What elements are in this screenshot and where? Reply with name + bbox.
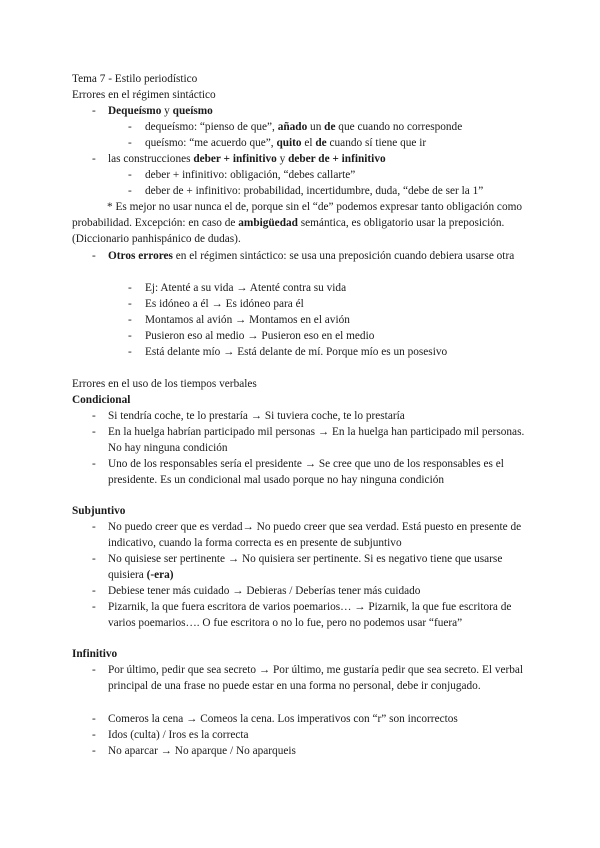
bullet-dash: - [92,585,96,597]
subheading-condicional: Condicional [72,394,131,406]
list-item: Si tendría coche, te lo prestaría → Si tuviera coche, te lo prestaría [108,410,405,422]
list-item-deber: las construcciones deber + infinitivo y deber de + infinitivo [108,153,386,165]
list-item: No quisiese ser pertinente → No quisiera ser pertinente. Si es negativo tiene que usarse quisiera (-era) [108,553,503,581]
list-item: No aparcar → No aparque / No aparqueis [108,745,296,757]
list-item-otros-errores: Otros errores en el régimen sintáctico: se usa una preposición cuando debiera usarse otra [108,250,515,262]
bullet-dash: - [92,521,96,533]
bullet-dash: - [92,153,96,165]
section-heading-regimen: Errores en el régimen sintáctico [72,89,216,101]
bullet-dash: - [92,553,96,565]
bullet-dash: - [128,330,132,342]
bullet-dash: - [92,713,96,725]
bullet-dash: - [92,458,96,470]
section-heading-tiempos: Errores en el uso de los tiempos verbales [72,378,257,390]
bullet-dash: - [128,282,132,294]
bullet-dash: - [128,137,132,149]
list-item-deber-inf: deber + infinitivo: obligación, “debes callarte” [145,169,356,181]
document-title: Tema 7 - Estilo periodístico [72,73,198,85]
list-item: Idos (culta) / Iros es la correcta [108,729,249,741]
list-item-dequeismo-def: dequeísmo: “pienso de que”, añado un de que cuando no corresponde [145,121,463,133]
bullet-dash: - [92,745,96,757]
bullet-dash: - [128,314,132,326]
subheading-infinitivo: Infinitivo [72,648,118,660]
bullet-dash: - [128,185,132,197]
bullet-dash: - [92,601,96,613]
bullet-dash: - [92,105,96,117]
list-item: Pizarnik, la que fuera escritora de varios poemarios… → Pizarnik, la que fue escritora de varios poemarios…. O fue escritora o no lo fue, pero no podemos usar “fuera” [108,601,512,629]
bullet-dash: - [92,664,96,676]
example-item: Está delante mío → Está delante de mí. Porque mío es un posesivo [145,346,448,358]
bullet-dash: - [128,298,132,310]
list-item: Uno de los responsables sería el presidente → Se cree que uno de los responsables es el presidente. Es un condicional mal usado porque no hay ninguna condición [108,458,504,486]
list-item: Debiese tener más cuidado → Debieras / Deberías tener más cuidado [108,585,421,597]
bullet-dash: - [128,121,132,133]
list-item: Comeros la cena → Comeos la cena. Los imperativos con “r” son incorrectos [108,713,458,725]
list-item-dequeismo: Dequeísmo y queísmo [108,105,213,117]
example-item: Montamos al avión → Montamos en el avión [145,314,350,326]
bullet-dash: - [92,729,96,741]
bullet-dash: - [128,346,132,358]
list-item-queismo-def: queísmo: “me acuerdo que”, quito el de cuando sí tiene que ir [145,137,427,149]
bullet-dash: - [92,250,96,262]
list-item-deber-de-inf: deber de + infinitivo: probabilidad, incertidumbre, duda, “debe de ser la 1” [145,185,484,197]
note-paragraph: * Es mejor no usar nunca el de, porque sin el “de” podemos expresar tanto obligación como probabilidad. Excepción: en caso de ambigüedad semántica, es obligatorio usar la preposición. (Diccionario panhispánico de dudas). [72,201,523,245]
list-item: En la huelga habrían participado mil personas → En la huelga han participado mil personas. No hay ninguna condición [108,426,525,454]
bullet-dash: - [92,410,96,422]
bullet-dash: - [128,169,132,181]
list-item: Por último, pedir que sea secreto → Por último, me gustaría pedir que sea secreto. El verbal principal de una frase no puede estar en una forma no personal, debe ir conjugado. [108,664,524,692]
example-item: Pusieron eso al medio → Pusieron eso en el medio [145,330,375,342]
example-item: Es idóneo a él → Es idóneo para él [145,298,304,310]
subheading-subjuntivo: Subjuntivo [72,505,126,517]
list-item: No puedo creer que es verdad→ No puedo creer que sea verdad. Está puesto en presente de indicativo, cuando la forma correcta es en presente de subjuntivo [108,521,522,549]
bullet-dash: - [92,426,96,438]
example-item: Ej: Atenté a su vida → Atenté contra su vida [145,282,347,294]
